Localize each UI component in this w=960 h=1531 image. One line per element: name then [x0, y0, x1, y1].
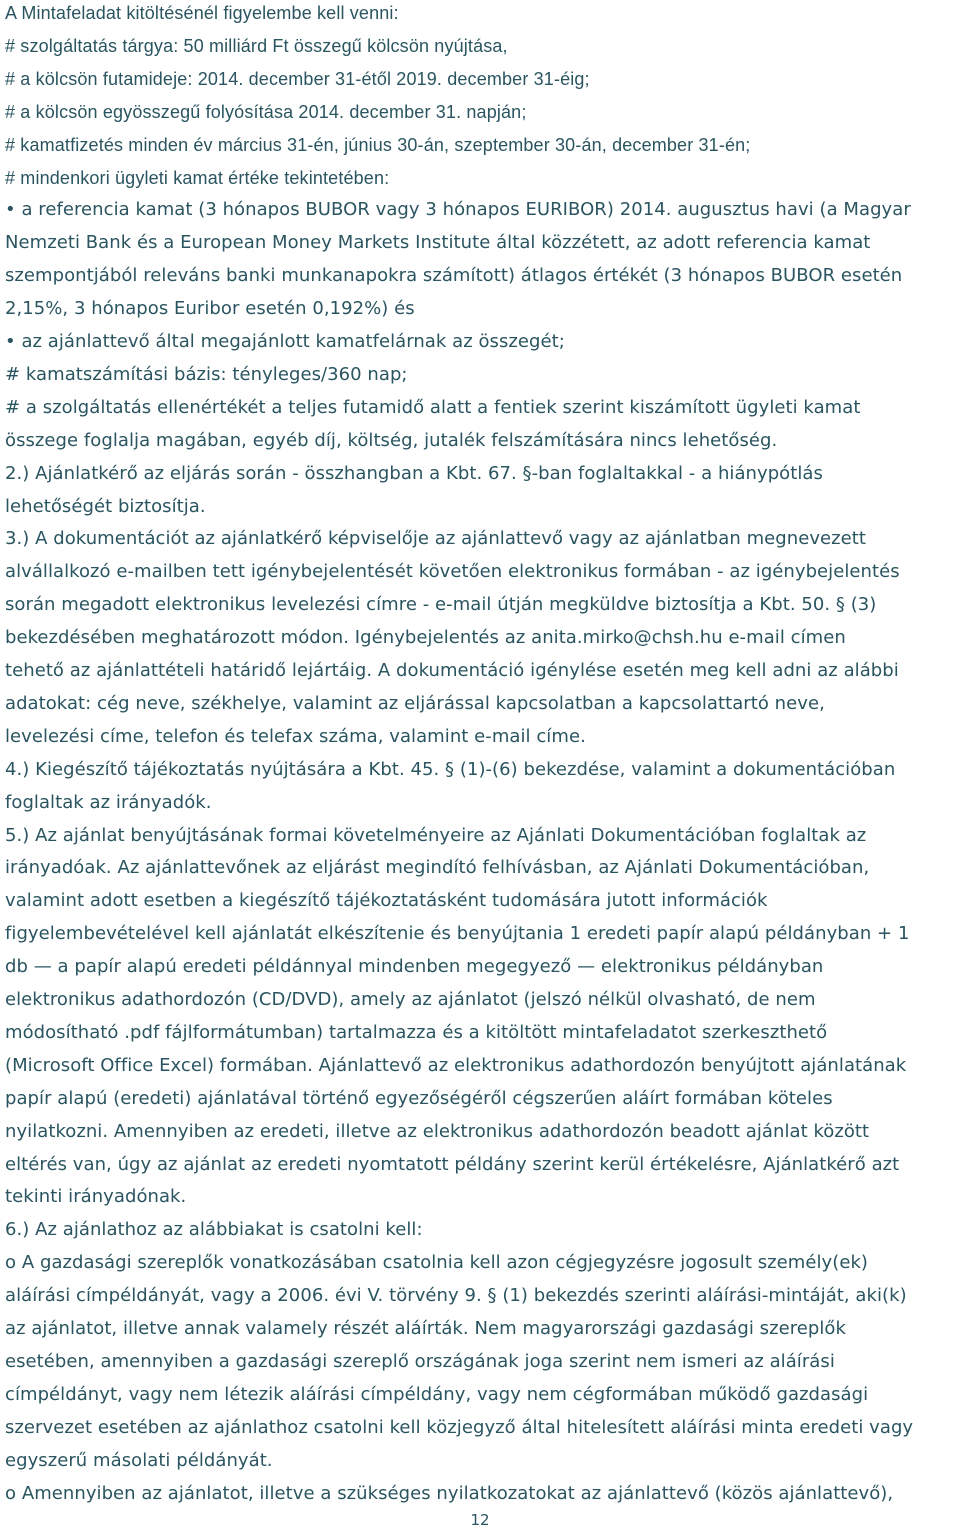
text-line: 3.) A dokumentációt az ajánlatkérő képviselője az ajánlattevő vagy az ajánlatban megnevezett — [5, 528, 866, 550]
text-line: bekezdésében meghatározott módon. Igénybejelentés az anita.mirko@chsh.hu e-mail címen — [5, 627, 846, 649]
text-line: • az ajánlattevő által megajánlott kamatfelárnak az összegét; — [5, 331, 565, 352]
text-line: szervezet esetében az ajánlathoz csatolni kell közjegyző által hitelesített aláírási minta eredeti vagy — [5, 1416, 914, 1438]
text-line: tekinti irányadónak. — [5, 1186, 187, 1208]
text-line: módosítható .pdf fájlformátumban) tartalmazza és a kitöltött mintafeladatot szerkeszthető — [5, 1021, 828, 1043]
text-line: 4.) Kiegészítő tájékoztatás nyújtására a Kbt. 45. § (1)-(6) bekezdése, valamint a dokumentációban — [5, 758, 896, 780]
text-line: valamint adott esetben a kiegészítő tájékoztatásként tudomására jutott információk — [5, 890, 768, 912]
text-line: irányadóak. Az ajánlattevőnek az eljárást megindító felhívásban, az Ajánlati Dokumentációban, — [5, 857, 870, 879]
text-line: o Amennyiben az ajánlatot, illetve a szükséges nyilatkozatokat az ajánlattevő (közös ajánlattevő), — [5, 1482, 894, 1504]
text-line: alvállalkozó e-mailben tett igénybejelentését követően elektronikus formában - az igénybejelentés — [5, 561, 900, 583]
text-line: tehető az ajánlattételi határidő lejártáig. A dokumentáció igénylése esetén meg kell adni az alábbi — [5, 660, 899, 681]
text-line: # kamatszámítási bázis: tényleges/360 nap; — [5, 363, 408, 385]
text-line: egyszerű másolati példányát. — [5, 1449, 273, 1471]
text-line: # a kölcsön futamideje: 2014. december 31-étől 2019. december 31-éig; — [5, 68, 590, 89]
page-number: 12 — [470, 1511, 490, 1529]
text-line: foglaltak az irányadók. — [5, 791, 212, 813]
text-line: szempontjából releváns banki munkanapokra számított) átlagos értékét (3 hónapos BUBOR esetén — [5, 265, 903, 287]
text-line: összege foglalja magában, egyéb díj, költség, jutalék felszámítására nincs lehetőség. — [5, 429, 778, 451]
text-line: o A gazdasági szereplők vonatkozásában csatolnia kell azon cégjegyzésre jogosult személy(ek) — [5, 1252, 868, 1274]
text-line: # szolgáltatás tárgya: 50 milliárd Ft összegű kölcsön nyújtása, — [5, 35, 508, 56]
text-line: eltérés van, úgy az ajánlat az eredeti nyomtatott példány szerint kerül értékelésre, Ajánlatkérő azt — [5, 1153, 900, 1175]
text-line: elektronikus adathordozón (CD/DVD), amely az ajánlatot (jelszó nélkül olvasható, de nem — [5, 989, 816, 1010]
text-line: során megadott elektronikus levelezési címre - e-mail útján megküldve biztosítja a Kbt. 50. § (3) — [5, 594, 877, 616]
text-line: • a referencia kamat (3 hónapos BUBOR vagy 3 hónapos EURIBOR) 2014. augusztus havi (a Magyar — [5, 199, 911, 221]
text-line: (Microsoft Office Excel) formában. Ajánlattevő az elektronikus adathordozón benyújtott ajánlatának — [5, 1054, 907, 1076]
text-line: címpéldányt, vagy nem létezik aláírási címpéldány, vagy nem cégformában működő gazdasági — [5, 1383, 869, 1405]
text-line: # a kölcsön egyösszegű folyósítása 2014. december 31. napján; — [5, 101, 527, 122]
text-line: figyelembevételével kell ajánlatát elkészítenie és benyújtania 1 eredeti papír alapú példányban + 1 — [5, 923, 910, 945]
text-line: A Mintafeladat kitöltésénél figyelembe kell venni: — [5, 3, 399, 23]
text-line: levelezési címe, telefon és telefax száma, valamint e-mail címe. — [5, 725, 586, 747]
text-line: # mindenkori ügyleti kamat értéke tekintetében: — [5, 167, 390, 188]
text-line: lehetőségét biztosítja. — [5, 495, 206, 517]
text-line: # kamatfizetés minden év március 31-én, június 30-án, szeptember 30-án, december 31-én; — [5, 134, 751, 155]
text-line: Nemzeti Bank és a European Money Markets Institute által közzétett, az adott referencia kamat — [5, 232, 871, 254]
text-line: 6.) Az ajánlathoz az alábbiakat is csatolni kell: — [5, 1219, 423, 1241]
text-line: papír alapú (eredeti) ajánlatával történő egyezőségéről cégszerűen aláírt formában köteles — [5, 1087, 833, 1109]
text-line: az ajánlatot, illetve annak valamely részét aláírták. Nem magyarországi gazdasági szereplők — [5, 1318, 846, 1339]
text-line: esetében, amennyiben a gazdasági szereplő országának joga szerint nem ismeri az aláírási — [5, 1350, 835, 1372]
text-line: 2.) Ajánlatkérő az eljárás során - összhangban a Kbt. 67. §-ban foglaltakkal - a hiánypótlás — [5, 462, 823, 484]
text-line: db — a papír alapú eredeti példánnyal mindenben megegyező — elektronikus példányban — [5, 956, 824, 978]
text-line: aláírási címpéldányát, vagy a 2006. évi V. törvény 9. § (1) bekezdés szerinti aláírási-mintáját, aki(k) — [5, 1285, 907, 1307]
text-line: # a szolgáltatás ellenértékét a teljes futamidő alatt a fentiek szerint kiszámított ügyleti kamat — [5, 396, 861, 418]
text-line: nyilatkozni. Amennyiben az eredeti, illetve az elektronikus adathordozón beadott ajánlat között — [5, 1120, 870, 1142]
text-line: 2,15%, 3 hónapos Euribor esetén 0,192%) és — [5, 298, 415, 320]
text-line: adatokat: cég neve, székhelye, valamint az eljárással kapcsolatban a kapcsolattartó neve, — [5, 692, 825, 714]
text-line: 5.) Az ajánlat benyújtásának formai követelményeire az Ajánlati Dokumentációban foglaltak az — [5, 824, 867, 846]
